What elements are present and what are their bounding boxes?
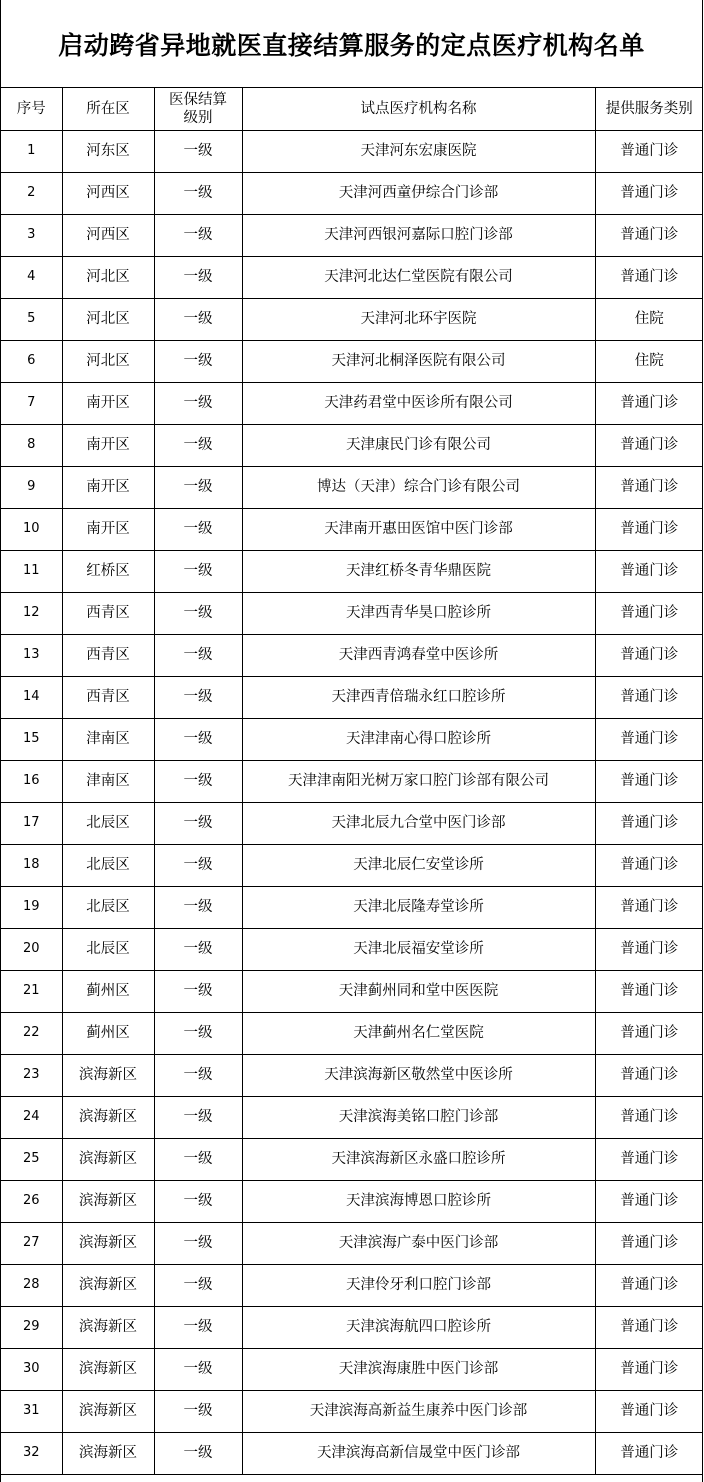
table-row	[1, 1012, 703, 1054]
cell-service: 普通门诊	[595, 970, 703, 1012]
cell-seq: 30	[1, 1348, 62, 1390]
cell-level: 一级	[154, 382, 242, 424]
cell-level: 一级	[154, 1306, 242, 1348]
cell-service: 普通门诊	[595, 256, 703, 298]
cell-district: 北辰区	[62, 886, 154, 928]
cell-level: 一级	[154, 1432, 242, 1474]
cell-service: 普通门诊	[595, 508, 703, 550]
cell-district: 河东区	[62, 130, 154, 172]
cell-district: 南开区	[62, 382, 154, 424]
cell-district: 滨海新区	[62, 1180, 154, 1222]
table-row	[1, 1264, 703, 1306]
cell-service: 普通门诊	[595, 1180, 703, 1222]
cell-service: 普通门诊	[595, 886, 703, 928]
cell-level: 一级	[154, 466, 242, 508]
header-level-line1: 医保结算	[169, 91, 227, 108]
table-row	[1, 592, 703, 634]
cell-level: 一级	[154, 928, 242, 970]
cell-name: 天津河西银河嘉际口腔门诊部	[242, 214, 595, 256]
cell-service: 普通门诊	[595, 634, 703, 676]
table-row	[1, 1390, 703, 1432]
cell-level: 一级	[154, 1348, 242, 1390]
cell-seq: 8	[1, 424, 62, 466]
cell-district: 南开区	[62, 424, 154, 466]
cell-level: 一级	[154, 592, 242, 634]
table-row	[1, 1306, 703, 1348]
cell-district: 滨海新区	[62, 1264, 154, 1306]
header-district: 所在区	[62, 88, 154, 130]
cell-level: 一级	[154, 508, 242, 550]
table-row	[1, 718, 703, 760]
cell-seq: 1	[1, 130, 62, 172]
cell-district: 北辰区	[62, 844, 154, 886]
table-row	[1, 382, 703, 424]
cell-district: 南开区	[62, 466, 154, 508]
cell-seq: 27	[1, 1222, 62, 1264]
table-row	[1, 844, 703, 886]
cell-seq: 11	[1, 550, 62, 592]
cell-level: 一级	[154, 844, 242, 886]
table-row	[1, 802, 703, 844]
cell-service: 普通门诊	[595, 718, 703, 760]
cell-name: 天津滨海高新益生康养中医门诊部	[242, 1390, 595, 1432]
cell-level: 一级	[154, 298, 242, 340]
table-row	[1, 340, 703, 382]
cell-seq: 26	[1, 1180, 62, 1222]
header-level-line2: 级别	[183, 109, 213, 126]
cell-seq: 28	[1, 1264, 62, 1306]
cell-district: 蓟州区	[62, 1012, 154, 1054]
cell-name: 博达（天津）综合门诊有限公司	[242, 466, 595, 508]
cell-service: 普通门诊	[595, 1432, 703, 1474]
cell-district: 河北区	[62, 298, 154, 340]
cell-service: 住院	[595, 340, 703, 382]
cell-name: 天津河东宏康医院	[242, 130, 595, 172]
cell-name: 天津北辰福安堂诊所	[242, 928, 595, 970]
cell-name: 天津河西童伊综合门诊部	[242, 172, 595, 214]
cell-level: 一级	[154, 886, 242, 928]
cell-district: 津南区	[62, 718, 154, 760]
header-level	[154, 88, 242, 130]
cell-seq: 32	[1, 1432, 62, 1474]
cell-name: 天津南开惠田医馆中医门诊部	[242, 508, 595, 550]
cell-service: 普通门诊	[595, 592, 703, 634]
cell-seq: 17	[1, 802, 62, 844]
cell-seq: 16	[1, 760, 62, 802]
cell-service: 普通门诊	[595, 1390, 703, 1432]
table-row	[1, 928, 703, 970]
cell-district: 西青区	[62, 592, 154, 634]
cell-name: 天津滨海康胜中医门诊部	[242, 1348, 595, 1390]
cell-seq: 18	[1, 844, 62, 886]
cell-name: 天津河北环宇医院	[242, 298, 595, 340]
cell-seq: 22	[1, 1012, 62, 1054]
table-header-row	[1, 88, 703, 130]
cell-seq: 21	[1, 970, 62, 1012]
cell-service: 普通门诊	[595, 1012, 703, 1054]
cell-service: 普通门诊	[595, 214, 703, 256]
table-row	[1, 1096, 703, 1138]
cell-district: 河北区	[62, 340, 154, 382]
institution-table	[1, 88, 703, 1475]
cell-district: 西青区	[62, 634, 154, 676]
cell-name: 天津西青倍瑞永红口腔诊所	[242, 676, 595, 718]
cell-level: 一级	[154, 1096, 242, 1138]
table-row	[1, 214, 703, 256]
cell-district: 滨海新区	[62, 1054, 154, 1096]
table-row	[1, 298, 703, 340]
cell-service: 普通门诊	[595, 1096, 703, 1138]
cell-seq: 25	[1, 1138, 62, 1180]
cell-seq: 9	[1, 466, 62, 508]
cell-service: 普通门诊	[595, 844, 703, 886]
header-seq: 序号	[1, 88, 62, 130]
cell-service: 普通门诊	[595, 802, 703, 844]
cell-name: 天津蓟州同和堂中医医院	[242, 970, 595, 1012]
cell-district: 滨海新区	[62, 1138, 154, 1180]
table-row	[1, 130, 703, 172]
cell-seq: 10	[1, 508, 62, 550]
cell-service: 普通门诊	[595, 550, 703, 592]
cell-name: 天津康民门诊有限公司	[242, 424, 595, 466]
cell-district: 滨海新区	[62, 1390, 154, 1432]
cell-level: 一级	[154, 676, 242, 718]
cell-level: 一级	[154, 802, 242, 844]
cell-service: 普通门诊	[595, 1306, 703, 1348]
cell-seq: 24	[1, 1096, 62, 1138]
cell-level: 一级	[154, 1138, 242, 1180]
cell-seq: 13	[1, 634, 62, 676]
cell-district: 津南区	[62, 760, 154, 802]
cell-level: 一级	[154, 634, 242, 676]
cell-name: 天津津南心得口腔诊所	[242, 718, 595, 760]
cell-district: 滨海新区	[62, 1096, 154, 1138]
table-row	[1, 970, 703, 1012]
cell-name: 天津河北达仁堂医院有限公司	[242, 256, 595, 298]
table-body	[1, 130, 703, 1474]
table-row	[1, 1054, 703, 1096]
cell-seq: 2	[1, 172, 62, 214]
cell-district: 蓟州区	[62, 970, 154, 1012]
table-row	[1, 172, 703, 214]
cell-service: 普通门诊	[595, 424, 703, 466]
cell-seq: 14	[1, 676, 62, 718]
cell-level: 一级	[154, 1222, 242, 1264]
cell-service: 住院	[595, 298, 703, 340]
cell-seq: 12	[1, 592, 62, 634]
table-row	[1, 1348, 703, 1390]
cell-name: 天津滨海广泰中医门诊部	[242, 1222, 595, 1264]
cell-seq: 31	[1, 1390, 62, 1432]
cell-seq: 6	[1, 340, 62, 382]
cell-level: 一级	[154, 1264, 242, 1306]
cell-district: 滨海新区	[62, 1348, 154, 1390]
cell-district: 河北区	[62, 256, 154, 298]
cell-level: 一级	[154, 970, 242, 1012]
cell-name: 天津北辰九合堂中医门诊部	[242, 802, 595, 844]
cell-level: 一级	[154, 718, 242, 760]
cell-name: 天津西青华昊口腔诊所	[242, 592, 595, 634]
table-row	[1, 1432, 703, 1474]
cell-name: 天津滨海美铭口腔门诊部	[242, 1096, 595, 1138]
cell-level: 一级	[154, 1180, 242, 1222]
cell-level: 一级	[154, 130, 242, 172]
header-name: 试点医疗机构名称	[242, 88, 595, 130]
cell-service: 普通门诊	[595, 1348, 703, 1390]
cell-level: 一级	[154, 424, 242, 466]
cell-service: 普通门诊	[595, 1222, 703, 1264]
cell-level: 一级	[154, 1012, 242, 1054]
cell-seq: 3	[1, 214, 62, 256]
cell-seq: 4	[1, 256, 62, 298]
table-row	[1, 634, 703, 676]
cell-name: 天津滨海新区敬然堂中医诊所	[242, 1054, 595, 1096]
table-row	[1, 256, 703, 298]
cell-name: 天津药君堂中医诊所有限公司	[242, 382, 595, 424]
cell-level: 一级	[154, 550, 242, 592]
cell-seq: 29	[1, 1306, 62, 1348]
header-service: 提供服务类别	[595, 88, 703, 130]
cell-level: 一级	[154, 1390, 242, 1432]
cell-service: 普通门诊	[595, 172, 703, 214]
cell-seq: 20	[1, 928, 62, 970]
cell-district: 河西区	[62, 214, 154, 256]
cell-level: 一级	[154, 214, 242, 256]
cell-name: 天津津南阳光树万家口腔门诊部有限公司	[242, 760, 595, 802]
cell-level: 一级	[154, 340, 242, 382]
cell-name: 天津伶牙利口腔门诊部	[242, 1264, 595, 1306]
cell-service: 普通门诊	[595, 466, 703, 508]
table-row	[1, 1138, 703, 1180]
cell-district: 西青区	[62, 676, 154, 718]
cell-district: 滨海新区	[62, 1432, 154, 1474]
cell-service: 普通门诊	[595, 1054, 703, 1096]
cell-name: 天津滨海博恩口腔诊所	[242, 1180, 595, 1222]
table-row	[1, 550, 703, 592]
cell-service: 普通门诊	[595, 760, 703, 802]
cell-name: 天津河北桐泽医院有限公司	[242, 340, 595, 382]
table-row	[1, 886, 703, 928]
cell-service: 普通门诊	[595, 382, 703, 424]
cell-name: 天津北辰仁安堂诊所	[242, 844, 595, 886]
cell-service: 普通门诊	[595, 676, 703, 718]
document-title: 启动跨省异地就医直接结算服务的定点医疗机构名单	[1, 0, 702, 88]
cell-name: 天津红桥冬青华鼎医院	[242, 550, 595, 592]
cell-service: 普通门诊	[595, 1138, 703, 1180]
table-row	[1, 466, 703, 508]
cell-seq: 15	[1, 718, 62, 760]
cell-level: 一级	[154, 172, 242, 214]
cell-service: 普通门诊	[595, 1264, 703, 1306]
cell-level: 一级	[154, 760, 242, 802]
cell-service: 普通门诊	[595, 928, 703, 970]
cell-seq: 19	[1, 886, 62, 928]
cell-name: 天津滨海航四口腔诊所	[242, 1306, 595, 1348]
cell-district: 南开区	[62, 508, 154, 550]
cell-district: 北辰区	[62, 928, 154, 970]
cell-seq: 5	[1, 298, 62, 340]
cell-district: 滨海新区	[62, 1306, 154, 1348]
cell-seq: 7	[1, 382, 62, 424]
cell-level: 一级	[154, 1054, 242, 1096]
cell-district: 河西区	[62, 172, 154, 214]
table-row	[1, 508, 703, 550]
cell-district: 滨海新区	[62, 1222, 154, 1264]
table-row	[1, 424, 703, 466]
cell-level: 一级	[154, 256, 242, 298]
table-row	[1, 760, 703, 802]
cell-district: 红桥区	[62, 550, 154, 592]
table-row	[1, 1180, 703, 1222]
cell-name: 天津蓟州名仁堂医院	[242, 1012, 595, 1054]
cell-name: 天津滨海新区永盛口腔诊所	[242, 1138, 595, 1180]
cell-name: 天津西青鸿春堂中医诊所	[242, 634, 595, 676]
cell-name: 天津滨海高新信晟堂中医门诊部	[242, 1432, 595, 1474]
cell-seq: 23	[1, 1054, 62, 1096]
cell-service: 普通门诊	[595, 130, 703, 172]
table-row	[1, 676, 703, 718]
cell-district: 北辰区	[62, 802, 154, 844]
table-row	[1, 1222, 703, 1264]
cell-name: 天津北辰隆寿堂诊所	[242, 886, 595, 928]
